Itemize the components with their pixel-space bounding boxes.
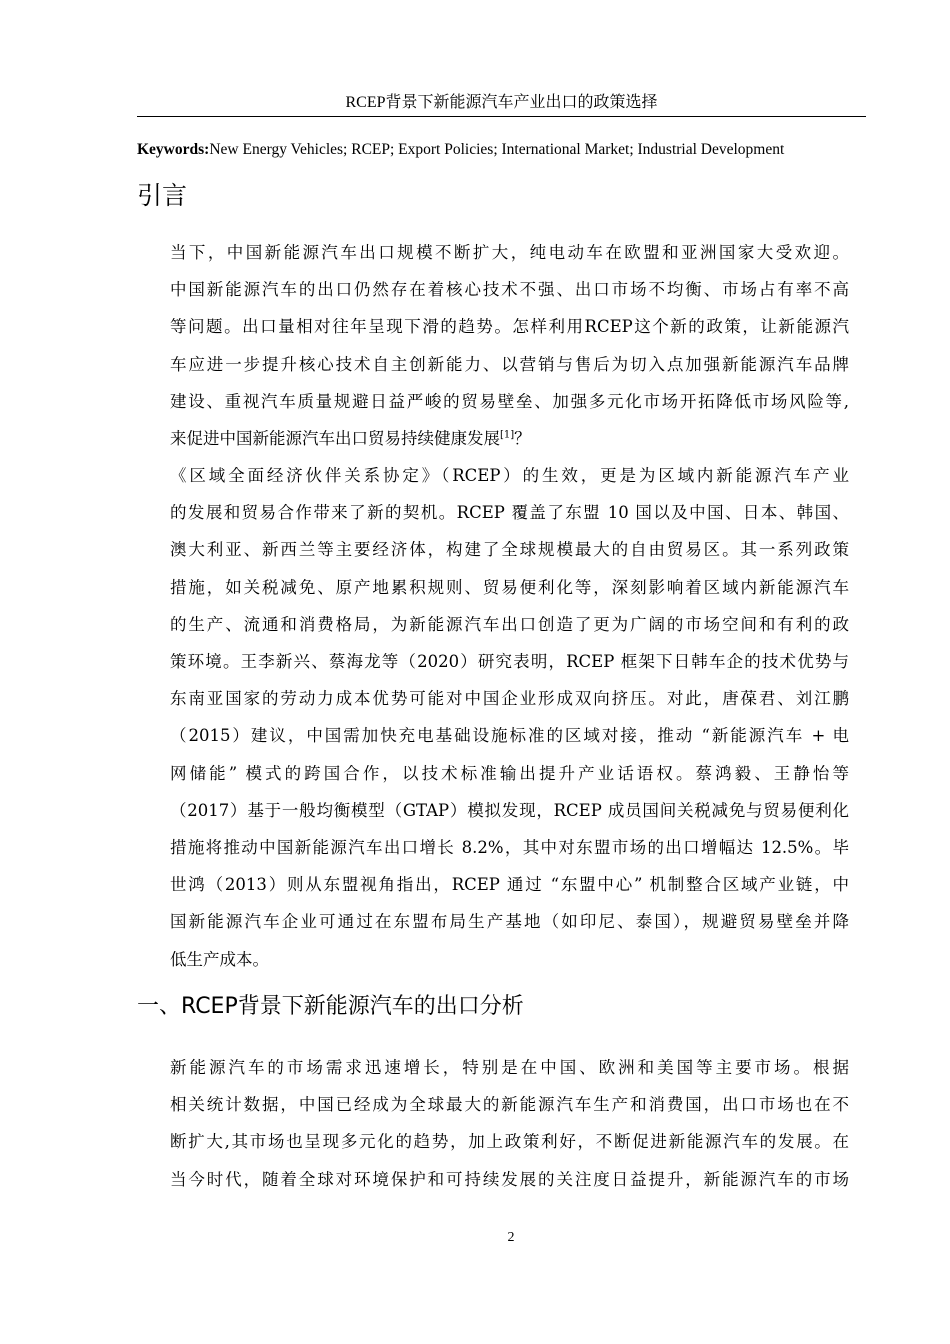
- text-line: 建设、重视汽车质量规避日益严峻的贸易壁垒、加强多元化市场开拓降低市场风险等,: [170, 391, 849, 411]
- intro-paragraph-1: [137, 234, 849, 457]
- text-line: （2015）建议，中国需加快充电基础设施标准的区域对接，推动 “新能源汽车 + 电: [170, 726, 849, 746]
- section-1-heading: 一、RCEP背景下新能源汽车的出口分析: [137, 994, 524, 1019]
- text-line: 网储能” 模式的跨国合作，以技术标准输出提升产业话语权。蔡鸿毅、王静怡等: [170, 763, 849, 783]
- text-line: 低生产成本。: [170, 949, 269, 969]
- text-line: 措施将推动中国新能源汽车出口增长 8.2%，其中对东盟市场的出口增幅达 12.5%。毕: [170, 838, 849, 858]
- citation-reference[interactable]: [1]: [500, 429, 515, 441]
- running-header: RCEP背景下新能源汽车产业出口的政策选择: [137, 92, 866, 117]
- text-line: 中国新能源汽车的出口仍然存在着核心技术不强、出口市场不均衡、市场占有率不高: [170, 280, 849, 300]
- keywords-line: [137, 139, 866, 161]
- text-line: 东南亚国家的劳动力成本优势可能对中国企业形成双向挤压。对此，唐葆君、刘江鹏: [170, 689, 849, 709]
- text-line: 相关统计数据，中国已经成为全球最大的新能源汽车生产和消费国，出口市场也在不: [170, 1095, 849, 1115]
- text-line: 车应进一步提升核心技术自主创新能力、以营销与售后为切入点加强新能源汽车品牌: [170, 354, 849, 374]
- section-1-paragraph-1: [137, 1049, 849, 1198]
- text-line: 《区域全面经济伙伴关系协定》（RCEP）的生效，更是为区域内新能源汽车产业: [170, 466, 849, 485]
- intro-heading: 引言: [137, 181, 188, 210]
- keywords-label: Keywords:: [137, 141, 210, 158]
- text-line: 的生产、流通和消费格局，为新能源汽车出口创造了更为广阔的市场空间和有利的政: [170, 614, 849, 634]
- text-line: 断扩大,其市场也呈现多元化的趋势，加上政策利好，不断促进新能源汽车的发展。在: [170, 1132, 849, 1152]
- text-line: 策环境。王李新兴、蔡海龙等（2020）研究表明，RCEP 框架下日韩车企的技术优势与: [170, 652, 849, 672]
- text-line: （2017）基于一般均衡模型（GTAP）模拟发现，RCEP 成员国间关税减免与贸易便利化: [170, 800, 849, 820]
- text-line: 等问题。出口量相对往年呈现下滑的趋势。怎样利用RCEP这个新的政策，让新能源汽: [170, 317, 849, 337]
- keywords-text: New Energy Vehicles; RCEP; Export Policies; International Market; Industrial Development: [209, 141, 785, 158]
- text-line-with-citation: [137, 420, 849, 457]
- text-line: 的发展和贸易合作带来了新的契机。RCEP 覆盖了东盟 10 国以及中国、日本、韩国、: [170, 503, 849, 523]
- text-line: 来促进中国新能源汽车出口贸易持续健康发展: [170, 429, 500, 449]
- text-line-tail: ？: [514, 429, 531, 449]
- text-line: 世鸿（2013）则从东盟视角指出，RCEP 通过 “东盟中心” 机制整合区域产业链，中: [170, 875, 849, 895]
- intro-paragraph-2: [137, 457, 849, 978]
- text-line: 措施，如关税减免、原产地累积规则、贸易便利化等，深刻影响着区域内新能源汽车: [170, 577, 849, 597]
- text-line: 澳大利亚、新西兰等主要经济体，构建了全球规模最大的自由贸易区。其一系列政策: [170, 540, 849, 560]
- page-number: 2: [507, 1230, 515, 1245]
- text-line: 当今时代，随着全球对环境保护和可持续发展的关注度日益提升，新能源汽车的市场: [170, 1169, 849, 1189]
- text-line: 新能源汽车的市场需求迅速增长，特别是在中国、欧洲和美国等主要市场。根据: [170, 1058, 849, 1077]
- text-line: 当下，中国新能源汽车出口规模不断扩大，纯电动车在欧盟和亚洲国家大受欢迎。: [170, 243, 849, 262]
- text-line: 国新能源汽车企业可通过在东盟布局生产基地（如印尼、泰国），规避贸易壁垒并降: [170, 912, 849, 932]
